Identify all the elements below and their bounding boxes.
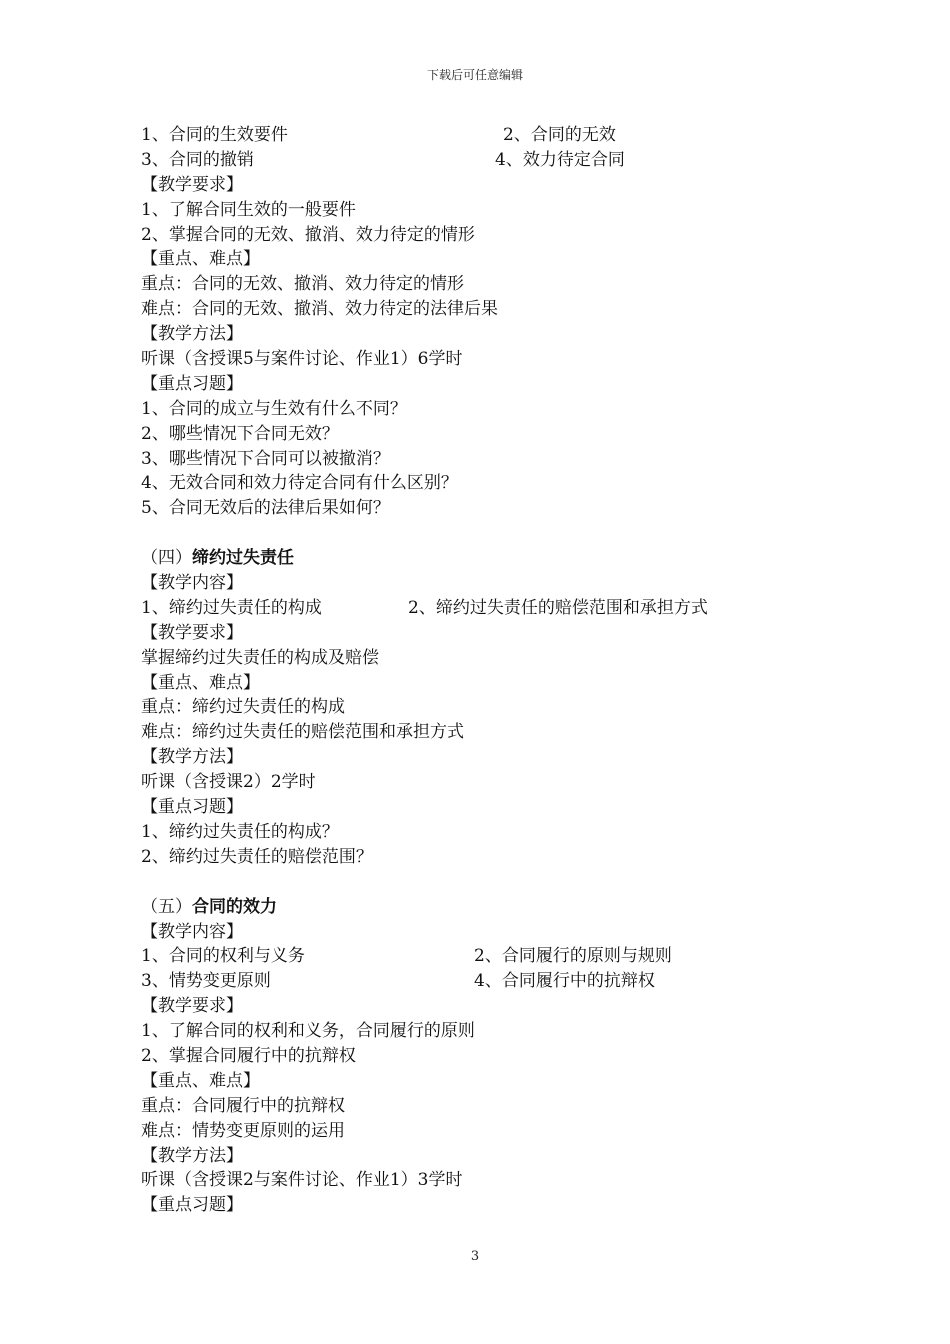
content-row — [141, 148, 841, 173]
content-row — [141, 123, 841, 148]
content-item: 2、缔约过失责任的赔偿范围和承担方式 — [408, 597, 708, 618]
section-heading: 【教学要求】 — [141, 174, 243, 195]
text-line: 听课（含授课5与案件讨论、作业1）6学时 — [141, 349, 463, 370]
section-heading: 【重点、难点】 — [141, 249, 260, 270]
section-heading: 【重点习题】 — [141, 797, 243, 818]
exercise-item: 5、合同无效后的法律后果如何？ — [141, 498, 390, 519]
page-header: 下载后可任意编辑 — [426, 68, 523, 82]
text-line: 重点：合同履行中的抗辩权 — [141, 1095, 345, 1116]
content-item: 1、合同的权利与义务 — [141, 946, 305, 967]
text-line: 2、掌握合同的无效、撤消、效力待定的情形 — [141, 224, 475, 245]
section-heading: 【教学方法】 — [141, 747, 243, 768]
content-row — [141, 969, 841, 994]
section-heading: 【教学内容】 — [141, 573, 243, 594]
exercise-item: 2、缔约过失责任的赔偿范围？ — [141, 846, 373, 867]
text-line: 1、了解合同的权利和义务，合同履行的原则 — [141, 1021, 475, 1042]
content-item: 1、缔约过失责任的构成 — [141, 597, 322, 618]
content-item: 3、情势变更原则 — [141, 971, 271, 992]
text-line: 听课（含授课2与案件讨论、作业1）3学时 — [141, 1170, 463, 1191]
text-line: 听课（含授课2）2学时 — [141, 772, 316, 793]
content-item: 4、效力待定合同 — [495, 149, 625, 170]
chapter-title — [141, 895, 841, 920]
section-heading: 【重点、难点】 — [141, 1070, 260, 1091]
text-line: 2、掌握合同履行中的抗辩权 — [141, 1045, 356, 1066]
section-heading: 【教学要求】 — [141, 622, 243, 643]
section-heading: 【教学要求】 — [141, 996, 243, 1017]
section-heading: 【教学方法】 — [141, 1145, 243, 1166]
content-item: 2、合同的无效 — [503, 125, 616, 145]
chapter-title-prefix: （五） — [141, 896, 192, 917]
text-line: 难点：情势变更原则的运用 — [141, 1120, 345, 1141]
page-number: 3 — [470, 1249, 480, 1264]
exercise-item: 1、缔约过失责任的构成？ — [141, 821, 339, 842]
exercise-item: 3、哪些情况下合同可以被撤消？ — [141, 448, 390, 469]
chapter-title-prefix: （四） — [141, 548, 192, 569]
section-heading: 【重点、难点】 — [141, 672, 260, 693]
text-line: 重点：合同的无效、撤消、效力待定的情形 — [141, 274, 464, 295]
content-row — [141, 596, 841, 621]
chapter-title — [141, 546, 841, 571]
section-heading: 【教学方法】 — [141, 324, 243, 345]
content-item: 1、合同的生效要件 — [141, 125, 288, 145]
exercise-item: 2、哪些情况下合同无效？ — [141, 423, 339, 444]
section-heading: 【重点习题】 — [141, 1195, 243, 1216]
chapter-title-text: 缔约过失责任 — [192, 548, 294, 569]
content-item: 4、合同履行中的抗辩权 — [474, 971, 655, 992]
exercise-item: 1、合同的成立与生效有什么不同？ — [141, 398, 407, 419]
text-line: 难点：合同的无效、撤消、效力待定的法律后果 — [141, 299, 498, 320]
document-body — [141, 123, 841, 1218]
text-line: 重点：缔约过失责任的构成 — [141, 697, 345, 718]
content-item: 2、合同履行的原则与规则 — [474, 946, 672, 967]
section-heading: 【重点习题】 — [141, 373, 243, 394]
content-row — [141, 944, 841, 969]
text-line: 难点：缔约过失责任的赔偿范围和承担方式 — [141, 722, 464, 743]
chapter-title-text: 合同的效力 — [192, 896, 277, 917]
content-item: 3、合同的撤销 — [141, 149, 254, 170]
exercise-item: 4、无效合同和效力待定合同有什么区别？ — [141, 473, 458, 494]
section-heading: 【教学内容】 — [141, 921, 243, 942]
text-line: 掌握缔约过失责任的构成及赔偿 — [141, 647, 379, 668]
text-line: 1、了解合同生效的一般要件 — [141, 199, 356, 220]
